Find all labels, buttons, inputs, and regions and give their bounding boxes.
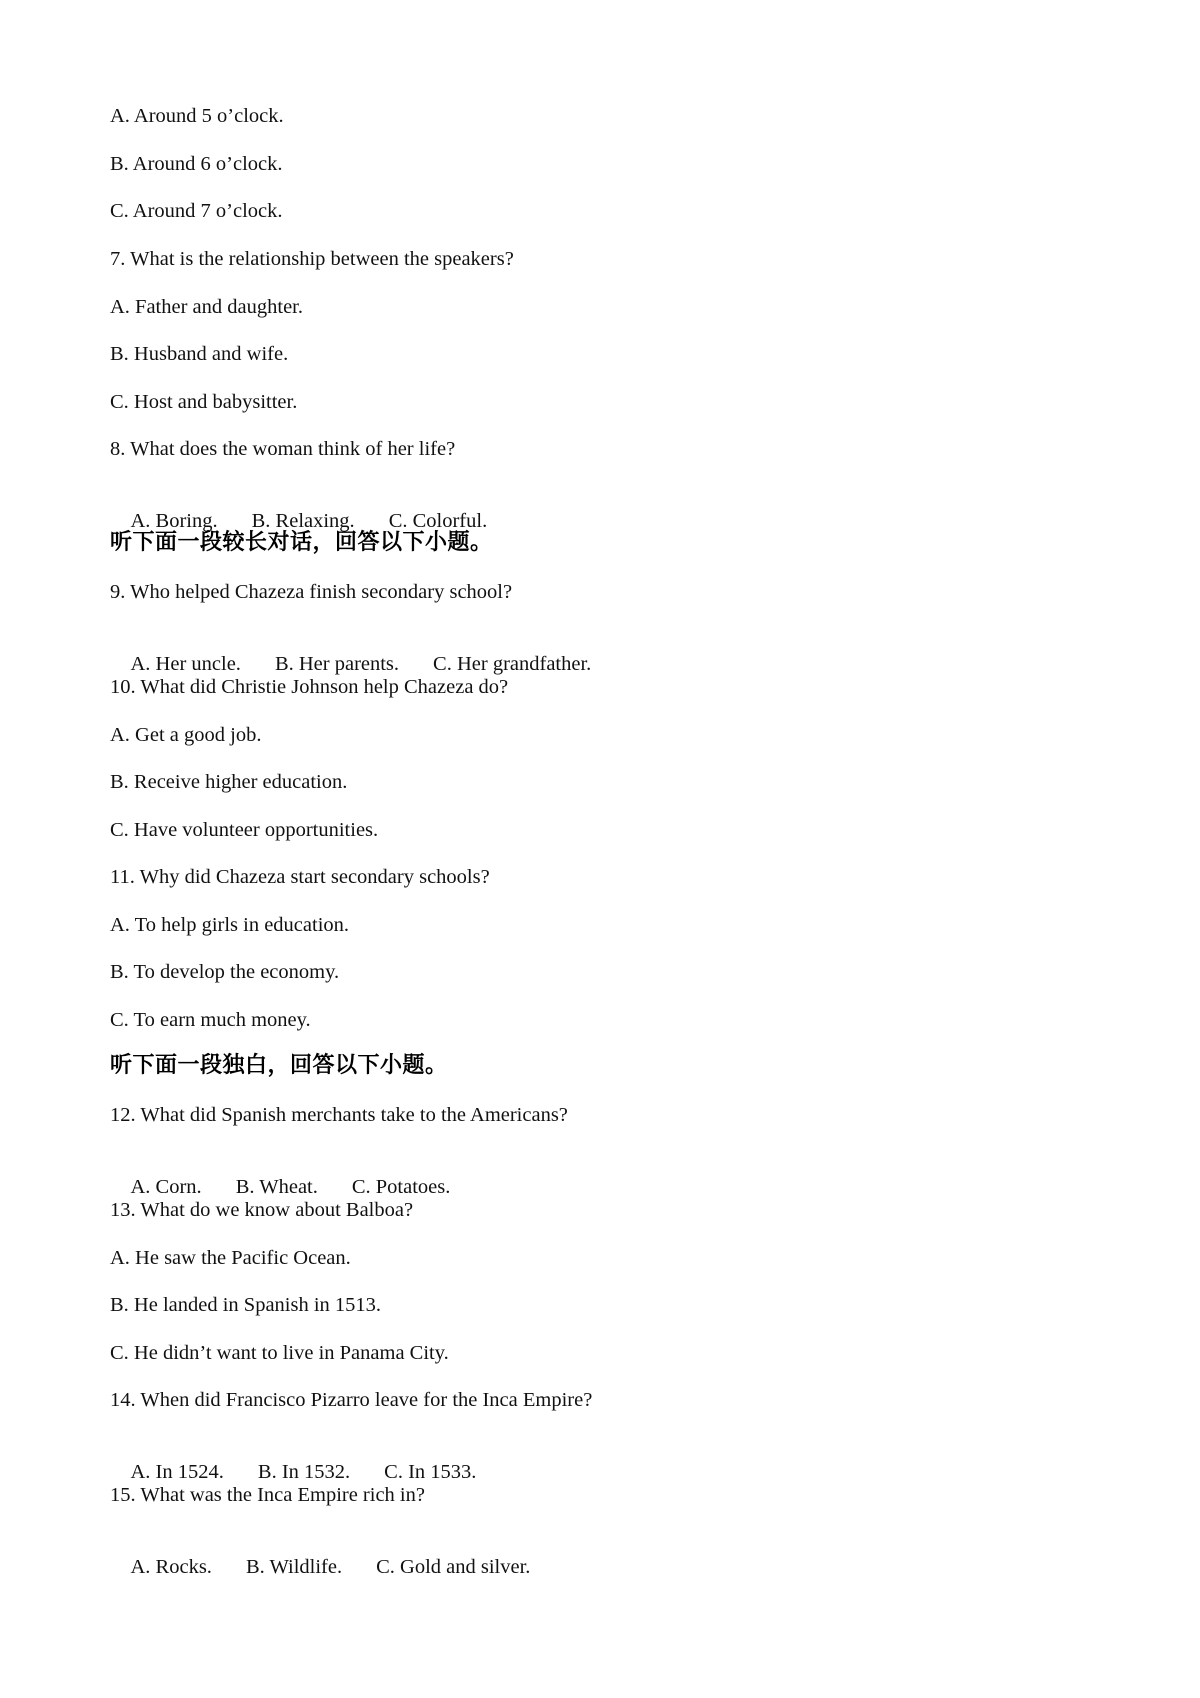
q7-question: 7. What is the relationship between the speakers? [110, 248, 514, 270]
q11-question: 11. Why did Chazeza start secondary schools? [110, 866, 490, 888]
q13-question: 13. What do we know about Balboa? [110, 1199, 414, 1221]
q10-option-b: B. Receive higher education. [110, 771, 348, 793]
q14-option-a: A. In 1524. [130, 1461, 224, 1483]
q12-question: 12. What did Spanish merchants take to the Americans? [110, 1104, 568, 1126]
q11-option-c: C. To earn much money. [110, 1009, 311, 1031]
q7-option-b: B. Husband and wife. [110, 343, 289, 365]
q8-question: 8. What does the woman think of her life? [110, 438, 456, 460]
q6-option-b: B. Around 6 o’clock. [110, 153, 283, 175]
q9-question: 9. Who helped Chazeza finish secondary school? [110, 581, 513, 603]
section-heading-monologue: 听下面一段独白，回答以下小题。 [110, 1053, 448, 1078]
q13-option-c: C. He didn’t want to live in Panama City. [110, 1342, 449, 1364]
q14-option-b: B. In 1532. [257, 1461, 351, 1483]
q10-option-a: A. Get a good job. [110, 724, 262, 746]
q9-option-b: B. Her parents. [274, 653, 400, 675]
q14-question: 14. When did Francisco Pizarro leave for the Inca Empire? [110, 1389, 593, 1411]
q6-option-a: A. Around 5 o’clock. [110, 105, 284, 127]
q7-option-c: C. Host and babysitter. [110, 391, 298, 413]
q8-option-c: C. Colorful. [388, 510, 488, 532]
q15-option-c: C. Gold and silver. [376, 1556, 531, 1578]
q9-option-a: A. Her uncle. [130, 653, 241, 675]
q11-option-a: A. To help girls in education. [110, 914, 350, 936]
section-heading-dialogue: 听下面一段较长对话，回答以下小题。 [110, 530, 493, 555]
q12-option-b: B. Wheat. [235, 1176, 318, 1198]
q13-option-a: A. He saw the Pacific Ocean. [110, 1247, 351, 1269]
q12-option-c: C. Potatoes. [351, 1176, 451, 1198]
q15-option-a: A. Rocks. [130, 1556, 212, 1578]
q15-options [110, 1531, 530, 1603]
q15-question: 15. What was the Inca Empire rich in? [110, 1484, 425, 1506]
q13-option-b: B. He landed in Spanish in 1513. [110, 1294, 382, 1316]
q10-question: 10. What did Christie Johnson help Chazeza do? [110, 676, 509, 698]
q15-option-b: B. Wildlife. [245, 1556, 343, 1578]
q6-option-c: C. Around 7 o’clock. [110, 200, 283, 222]
q14-option-c: C. In 1533. [384, 1461, 477, 1483]
q9-option-c: C. Her grandfather. [433, 653, 592, 675]
q7-option-a: A. Father and daughter. [110, 296, 303, 318]
q10-option-c: C. Have volunteer opportunities. [110, 819, 379, 841]
q11-option-b: B. To develop the economy. [110, 961, 340, 983]
q8-option-a: A. Boring. [130, 510, 218, 532]
q12-option-a: A. Corn. [130, 1176, 202, 1198]
q8-option-b: B. Relaxing. [251, 510, 355, 532]
